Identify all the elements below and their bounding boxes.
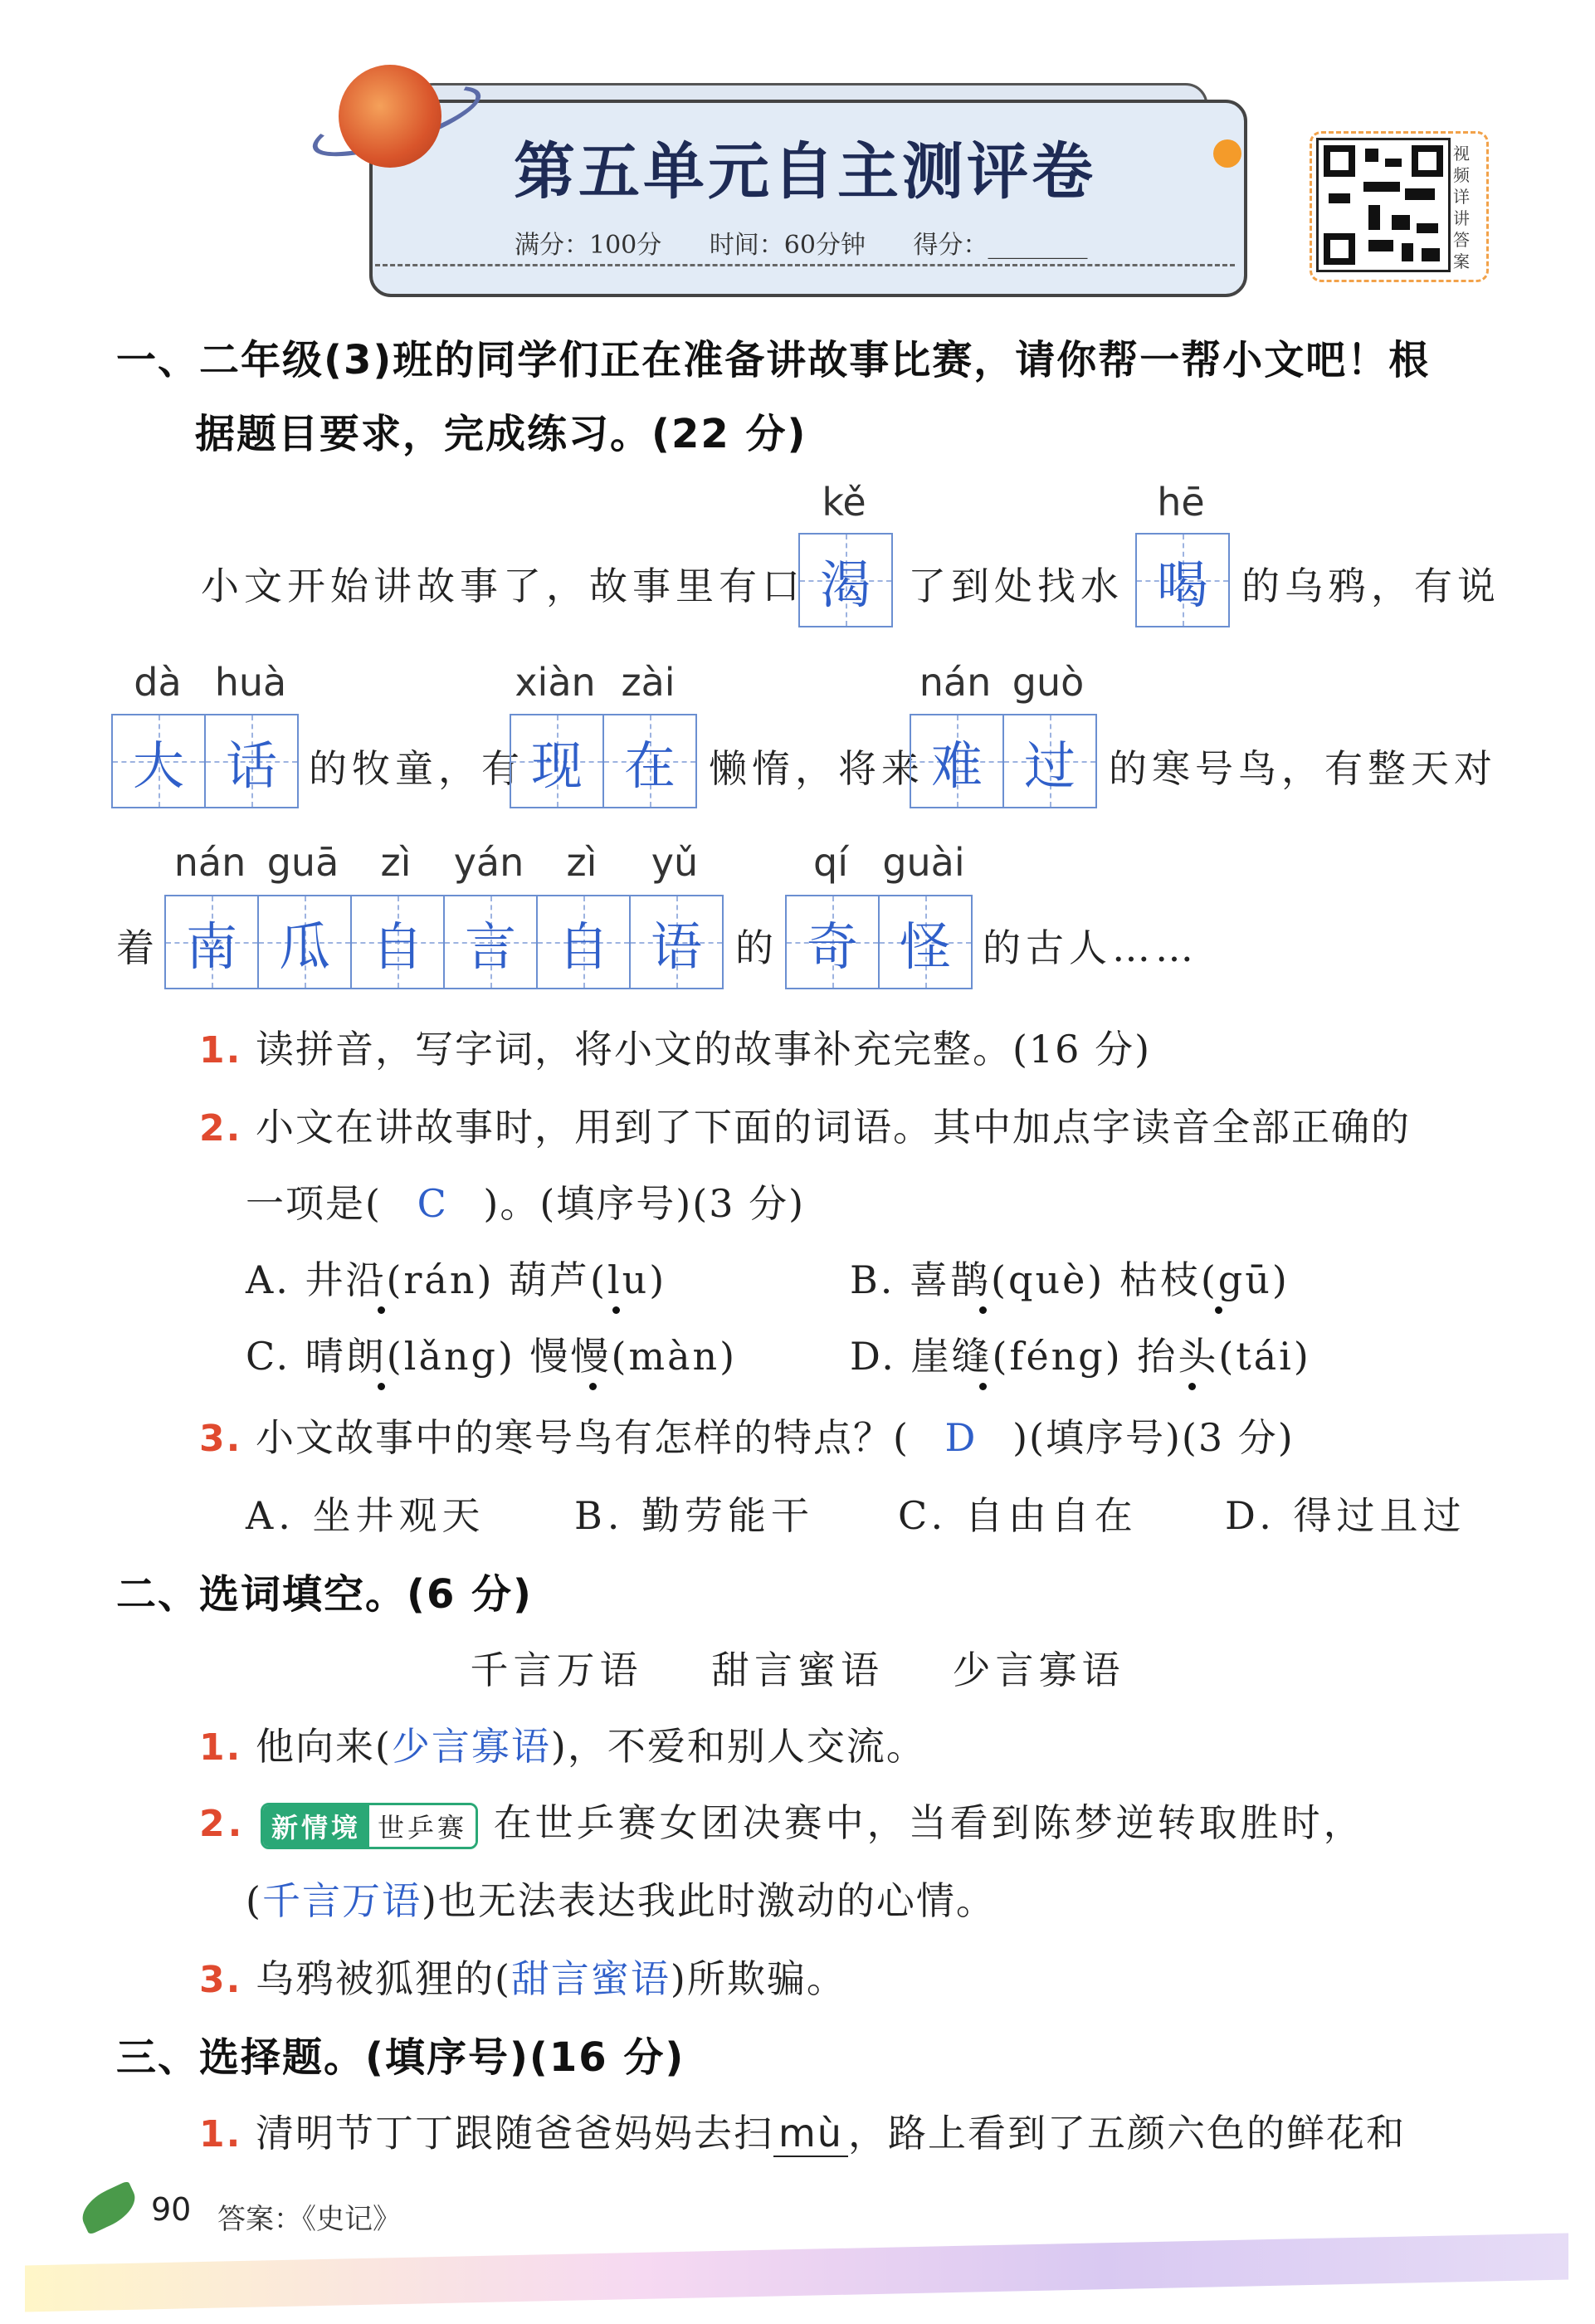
pinyin-xian: xiàn bbox=[515, 660, 596, 705]
pinyin-zi2: zì bbox=[566, 840, 598, 885]
option-a[interactable]: A. 井沿(rán) 葫芦(lu) bbox=[246, 1257, 667, 1302]
answer-char: 奇 bbox=[806, 915, 858, 977]
emphasis-dot bbox=[612, 1306, 620, 1314]
emphasis-dot bbox=[378, 1306, 385, 1314]
question-text: )所欺骗。 bbox=[670, 1956, 846, 2001]
footer-answer: 答案：《史记》 bbox=[217, 2203, 401, 2236]
answer-char: 过 bbox=[1023, 735, 1076, 796]
answer-fill[interactable]: 少言寡语 bbox=[391, 1724, 551, 1769]
question-text: 清明节丁丁跟随爸爸妈妈去扫 bbox=[255, 2111, 773, 2156]
badge-topic: 世乒赛 bbox=[369, 1805, 476, 1847]
answer-char: 话 bbox=[225, 735, 277, 796]
emphasis-dot bbox=[1215, 1306, 1222, 1314]
answer-c[interactable]: C bbox=[417, 1181, 448, 1226]
question-text: 乌鸦被狐狸的( bbox=[255, 1956, 511, 2001]
question-2-line2 bbox=[246, 1174, 805, 1228]
question-text: 读拼音，写字词，将小文的故事补充完整。(16 分) bbox=[255, 1027, 1152, 1072]
pinyin-hua: huà bbox=[214, 660, 287, 705]
question-text: ( bbox=[246, 1878, 262, 1923]
option-d[interactable]: D. 得过且过 bbox=[1225, 1493, 1466, 1538]
answer-char: 语 bbox=[650, 915, 702, 977]
emphasis-dot bbox=[378, 1383, 385, 1390]
pinyin-gua: guā bbox=[266, 840, 339, 885]
answer-char: 言 bbox=[464, 915, 516, 977]
choice-question-1 bbox=[199, 2103, 1406, 2158]
answer-box-xianzai[interactable] bbox=[510, 714, 697, 808]
question-text: )也无法表达我此时激动的心情。 bbox=[421, 1878, 996, 1923]
score-field: 得分：________ bbox=[913, 231, 1088, 260]
fill-question-2-line2 bbox=[246, 1871, 996, 1926]
answer-char: 自 bbox=[557, 915, 609, 977]
answer-char: 南 bbox=[185, 915, 237, 977]
answer-box-dahua[interactable] bbox=[111, 714, 299, 808]
answer-char: 自 bbox=[371, 915, 423, 977]
question-number: 1. bbox=[199, 1726, 242, 1769]
answer-char: 瓜 bbox=[278, 915, 330, 977]
pinyin-guo: guò bbox=[1012, 660, 1085, 705]
answer-box-idiom[interactable] bbox=[164, 895, 724, 989]
pinyin-guai: guài bbox=[882, 840, 965, 885]
page-number: 90 bbox=[151, 2191, 192, 2228]
word-bank: 千言万语 甜言蜜语 少言寡语 bbox=[470, 1648, 1125, 1692]
emphasis-dot bbox=[1188, 1383, 1196, 1390]
time-limit: 时间：60分钟 bbox=[709, 231, 866, 260]
pinyin-da: dà bbox=[134, 660, 182, 705]
question-text: )(填序号)(3 分) bbox=[1012, 1415, 1295, 1460]
answer-char: 现 bbox=[530, 735, 583, 796]
full-score: 满分：100分 bbox=[515, 231, 662, 260]
option-b[interactable]: B. 勤劳能干 bbox=[574, 1493, 815, 1538]
answer-box-nanguo[interactable] bbox=[910, 714, 1097, 808]
story-text: 的 bbox=[735, 925, 778, 970]
question-3 bbox=[199, 1408, 1295, 1462]
question-text: ，路上看到了五颜六色的鲜花和 bbox=[847, 2111, 1406, 2156]
emphasis-dot bbox=[979, 1383, 987, 1390]
answer-char: 在 bbox=[623, 735, 676, 796]
pinyin-ke: kě bbox=[822, 480, 866, 525]
section2-title: 二、选词填空。(6 分) bbox=[116, 1571, 533, 1618]
answer-char: 喝 bbox=[1156, 554, 1208, 615]
pinyin-yan: yán bbox=[453, 840, 524, 885]
page-title: 第五单元自主测评卷 bbox=[514, 136, 1096, 208]
emphasis-dot bbox=[979, 1306, 987, 1314]
answer-box-he[interactable] bbox=[1135, 533, 1230, 627]
question-text: 小文故事中的寒号鸟有怎样的特点？( bbox=[255, 1415, 910, 1460]
fill-question-3 bbox=[199, 1949, 846, 2004]
option-a[interactable]: A. 坐井观天 bbox=[246, 1493, 485, 1538]
section1-title-line1: 一、二年级(3)班的同学们正在准备讲故事比赛，请你帮一帮小文吧！根 bbox=[116, 337, 1431, 383]
emphasis-dot bbox=[589, 1383, 597, 1390]
answer-fill[interactable]: 千言万语 bbox=[261, 1878, 422, 1923]
question-text: )。(填序号)(3 分) bbox=[483, 1181, 806, 1226]
question-2 bbox=[199, 1097, 1411, 1152]
question-number: 2. bbox=[199, 1803, 246, 1845]
question-text: 小文在讲故事时，用到了下面的词语。其中加点字读音全部正确的 bbox=[255, 1105, 1411, 1150]
answer-char: 渴 bbox=[819, 554, 871, 615]
banner-divider bbox=[375, 264, 1235, 266]
fill-question-2 bbox=[199, 1793, 1365, 1849]
story-text: 的古人…… bbox=[983, 925, 1198, 970]
answer-d[interactable]: D bbox=[944, 1415, 978, 1460]
fill-question-1 bbox=[199, 1716, 926, 1771]
option-d[interactable]: D. 崖缝(féng) 抬头(tái) bbox=[850, 1334, 1311, 1379]
story-text: 的寒号鸟，有整天对 bbox=[1109, 746, 1497, 791]
answer-box-ke[interactable] bbox=[798, 533, 893, 627]
answer-char: 怪 bbox=[899, 915, 951, 977]
question-1 bbox=[199, 1019, 1151, 1074]
test-meta bbox=[515, 224, 1128, 261]
question-number: 3. bbox=[199, 1418, 242, 1460]
story-text: 着 bbox=[116, 925, 159, 970]
answer-char: 大 bbox=[132, 735, 184, 796]
story-text: 懒惰，将来 bbox=[709, 746, 924, 791]
pinyin-qi: qí bbox=[813, 840, 848, 885]
story-text: 小文开始讲故事了，故事里有口 bbox=[201, 564, 805, 608]
question-number: 1. bbox=[199, 1029, 242, 1072]
pinyin-nan: nán bbox=[919, 660, 992, 705]
footer-decoration bbox=[25, 2234, 1568, 2312]
pinyin-blank[interactable]: mù bbox=[773, 2111, 848, 2157]
pinyin-he: hē bbox=[1157, 480, 1205, 525]
story-text: 了到处找水 bbox=[908, 564, 1124, 608]
answer-fill[interactable]: 甜言蜜语 bbox=[510, 1956, 671, 2001]
question-text: 一项是( bbox=[246, 1181, 382, 1226]
leaf-icon bbox=[76, 2180, 142, 2235]
answer-box-qiguai[interactable] bbox=[785, 895, 973, 989]
section1-title-line2: 据题目要求，完成练习。(22 分) bbox=[195, 411, 807, 457]
story-text: 的牧童，有 bbox=[309, 746, 524, 791]
question-number: 1. bbox=[199, 2113, 242, 2156]
qr-caption: 视频详讲答案 bbox=[1453, 144, 1470, 271]
option-c[interactable]: C. 自由自在 bbox=[898, 1493, 1138, 1538]
pinyin-yu: yǔ bbox=[651, 840, 699, 885]
option-b[interactable]: B. 喜鹊(què) 枯枝(gū) bbox=[850, 1257, 1290, 1302]
section3-title: 三、选择题。(填序号)(16 分) bbox=[116, 2034, 685, 2081]
question-text: )，不爱和别人交流。 bbox=[550, 1724, 926, 1769]
question-text: 他向来( bbox=[255, 1724, 392, 1769]
question-number: 2. bbox=[199, 1107, 242, 1150]
question-number: 3. bbox=[199, 1959, 242, 2001]
option-c[interactable]: C. 晴朗(lǎng) 慢慢(màn) bbox=[246, 1334, 738, 1379]
pinyin-zai: zài bbox=[621, 660, 676, 705]
badge-label: 新情境 bbox=[263, 1805, 369, 1847]
story-text: 的乌鸦，有说 bbox=[1241, 564, 1500, 608]
new-context-badge bbox=[261, 1803, 478, 1849]
pinyin-zi: zì bbox=[380, 840, 412, 885]
question-text: 在世乒赛女团决赛中，当看到陈梦逆转取胜时， bbox=[493, 1800, 1365, 1845]
qr-code-icon[interactable] bbox=[1316, 138, 1451, 272]
pinyin-nan2: nán bbox=[173, 840, 246, 885]
answer-char: 难 bbox=[930, 735, 983, 796]
